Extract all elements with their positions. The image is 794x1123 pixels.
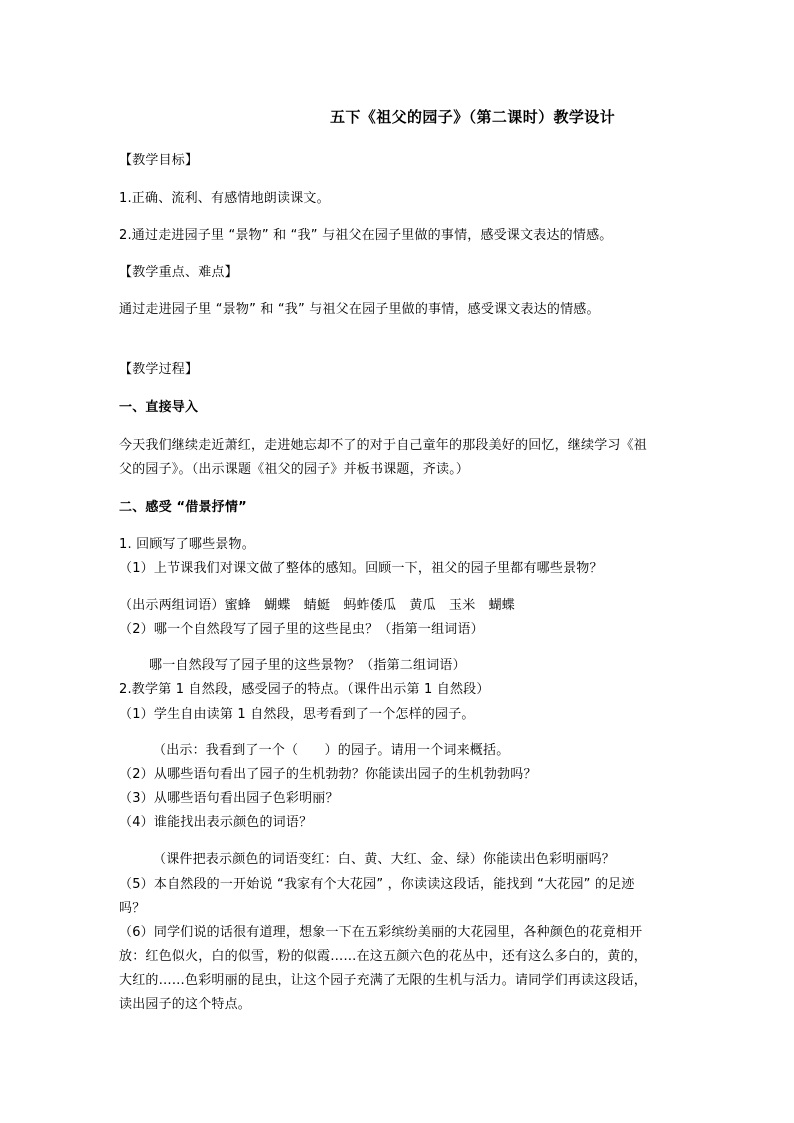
paragraph-line: 大红的……色彩明丽的昆虫，让这个园子充满了无限的生机与活力。请同学们再读这段话， — [119, 973, 648, 988]
paragraph-line: （2）哪一个自然段写了园子里的这些昆虫？（指第一组词语） — [119, 622, 484, 637]
goal-item: 2.通过走进园子里 “景物” 和 “我” 与祖父在园子里做的事情，感受课文表达的情感。 — [119, 228, 613, 243]
paragraph-line: 读出园子的这个特点。 — [119, 997, 252, 1012]
section-heading-keypoints: 【教学重点、难点】 — [119, 265, 238, 280]
paragraph-line: 吗？ — [119, 901, 146, 916]
section-heading-goals: 【教学目标】 — [119, 153, 199, 168]
paragraph-line: （出示：我看到了一个（ ）的园子。请用一个词来概括。 — [153, 743, 510, 758]
step-heading: 一、直接导入 — [119, 400, 199, 415]
paragraph-line: 哪一自然段写了园子里的这些景物？（指第二组词语） — [149, 658, 466, 673]
paragraph-line: （4）谁能找出表示颜色的词语？ — [119, 815, 313, 830]
paragraph-line: 放：红色似火，白的似雪，粉的似霞……在这五颜六色的花丛中，还有这么多白的，黄的， — [119, 949, 648, 964]
paragraph-line: 1. 回顾写了哪些景物。 — [119, 537, 255, 552]
keypoint-text: 通过走进园子里 “景物” 和 “我” 与祖父在园子里做的事情，感受课文表达的情感。 — [119, 302, 600, 317]
paragraph-line: （1）上节课我们对课文做了整体的感知。回顾一下，祖父的园子里都有哪些景物？ — [119, 561, 603, 576]
paragraph-line: （出示两组词语）蜜蜂 蝴蝶 蜻蜓 蚂蚱倭瓜 黄瓜 玉米 蝴蝶 — [119, 598, 516, 613]
paragraph-line: （课件把表示颜色的词语变红：白、黄、大红、金、绿）你能读出色彩明丽吗？ — [153, 852, 616, 867]
paragraph-line: 2.教学第 1 自然段，感受园子的特点。（课件出示第 1 自然段） — [119, 682, 490, 697]
document-title: 五下《祖父的园子》（第二课时）教学设计 — [330, 108, 616, 126]
paragraph-line: 今天我们继续走近萧红，走进她忘却不了的对于自己童年的那段美好的回忆，继续学习《祖 — [119, 438, 648, 453]
step-heading: 二、感受 “借景抒情” — [119, 500, 247, 515]
paragraph-line: （3）从哪些语句看出园子色彩明丽？ — [119, 791, 339, 806]
goal-item: 1.正确、流利、有感情地朗读课文。 — [119, 191, 330, 206]
paragraph-line: （2）从哪些语句看出了园子的生机勃勃？你能读出园子的生机勃勃吗？ — [119, 767, 537, 782]
paragraph-line: 父的园子》。（出示课题《祖父的园子》并板书课题，齐读。） — [119, 462, 470, 477]
paragraph-line: （6）同学们说的话很有道理，想象一下在五彩缤纷美丽的大花园里，各种颜色的花竟相开 — [119, 925, 643, 940]
section-heading-process: 【教学过程】 — [119, 362, 199, 377]
paragraph-line: （1）学生自由读第 1 自然段，思考看到了一个怎样的园子。 — [119, 707, 475, 722]
paragraph-line: （5）本自然段的一开始说 “我家有个大花园” ，你读读这段话，能找到 “大花园” 的足迹 — [119, 877, 635, 892]
